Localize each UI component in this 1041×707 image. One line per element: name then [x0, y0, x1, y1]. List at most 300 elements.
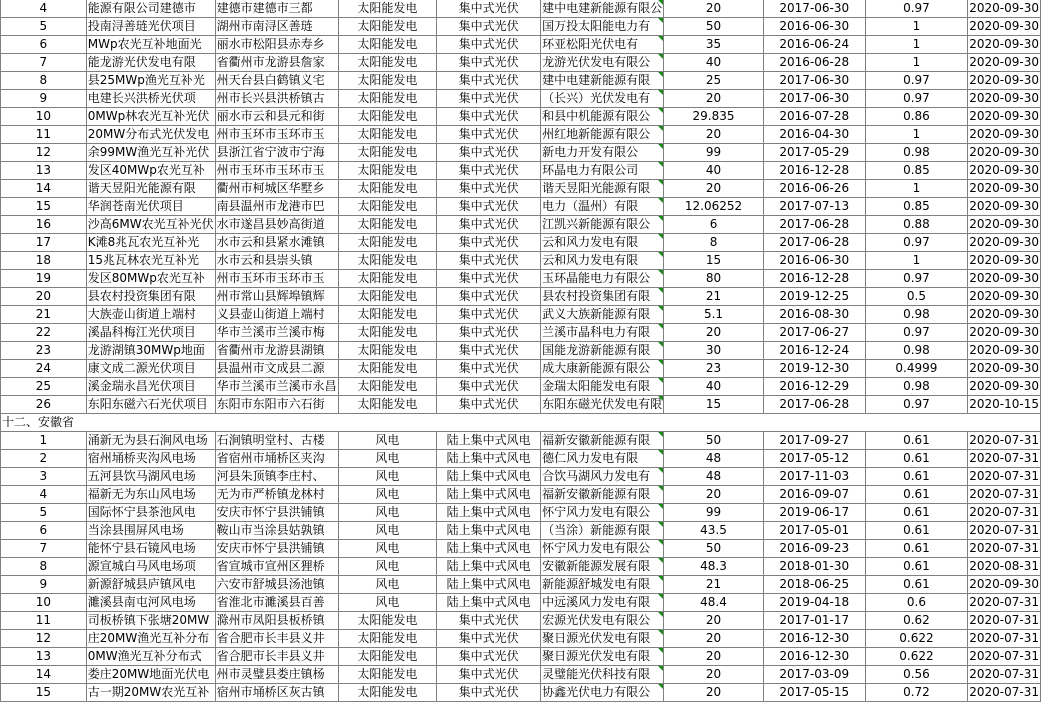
table-cell[interactable]: 集中式光伏	[437, 270, 541, 288]
table-cell[interactable]: 2018-01-30	[763, 558, 865, 576]
table-row[interactable]	[1, 612, 1041, 630]
table-cell[interactable]: 太阳能发电	[338, 216, 437, 234]
table-cell[interactable]: 集中式光伏	[437, 288, 541, 306]
table-cell[interactable]: 0.85	[865, 162, 968, 180]
table-cell[interactable]: 谐天昱阳光能源有限	[541, 180, 664, 198]
table-row[interactable]	[1, 486, 1041, 504]
table-cell[interactable]: 州市长兴县洪桥镇古	[215, 90, 338, 108]
table-cell[interactable]: 环亚松阳光伏电有	[541, 36, 664, 54]
table-cell[interactable]: 2020-09-30	[968, 144, 1041, 162]
table-cell[interactable]: 环晶电力有限公司	[541, 162, 664, 180]
table-cell[interactable]: 0.97	[865, 396, 968, 414]
table-cell[interactable]: 5	[1, 18, 87, 36]
table-cell[interactable]: 谐天昱阳光能源有限	[86, 180, 215, 198]
table-cell[interactable]: 10	[1, 108, 87, 126]
table-cell[interactable]: 康文成二源光伏项目	[86, 360, 215, 378]
table-row[interactable]	[1, 306, 1041, 324]
table-cell[interactable]: 安庆市怀宁县洪铺镇	[215, 504, 338, 522]
table-cell[interactable]: 发区40MWp农光互补	[86, 162, 215, 180]
table-cell[interactable]: 太阳能发电	[338, 612, 437, 630]
table-cell[interactable]: K滩8兆瓦农光互补光	[86, 234, 215, 252]
table-cell[interactable]: 35	[664, 36, 764, 54]
table-cell[interactable]: 太阳能发电	[338, 288, 437, 306]
table-cell[interactable]: 2016-06-26	[763, 180, 865, 198]
table-cell[interactable]: 余99MW渔光互补光伏	[86, 144, 215, 162]
table-cell[interactable]: 9	[1, 576, 87, 594]
table-cell[interactable]: 2020-09-30	[968, 576, 1041, 594]
table-cell[interactable]: 2020-07-31	[968, 666, 1041, 684]
table-cell[interactable]: 2017-11-03	[763, 468, 865, 486]
table-cell[interactable]: 29.835	[664, 108, 764, 126]
table-cell[interactable]: 2020-07-31	[968, 630, 1041, 648]
table-cell[interactable]: （长兴）光伏发电有	[541, 90, 664, 108]
table-cell[interactable]: 22	[1, 324, 87, 342]
table-cell[interactable]: 州市玉环市玉环市玉	[215, 126, 338, 144]
table-cell[interactable]: 太阳能发电	[338, 54, 437, 72]
table-row[interactable]	[1, 252, 1041, 270]
table-cell[interactable]: 6	[1, 36, 87, 54]
table-row[interactable]	[1, 504, 1041, 522]
table-cell[interactable]: 0.97	[865, 0, 968, 18]
table-cell[interactable]: 20	[664, 648, 764, 666]
table-cell[interactable]: 2020-08-31	[968, 558, 1041, 576]
table-cell[interactable]: 州市灵璧县娄庄镇杨	[215, 666, 338, 684]
table-cell[interactable]: 衢州市柯城区华墅乡	[215, 180, 338, 198]
table-cell[interactable]: 武义大族新能源有限	[541, 306, 664, 324]
table-cell[interactable]: 25	[1, 378, 87, 396]
table-cell[interactable]: 州天台县白鹤镇义宅	[215, 72, 338, 90]
table-cell[interactable]: 2017-07-13	[763, 198, 865, 216]
table-row[interactable]	[1, 54, 1041, 72]
table-cell[interactable]: 建中电建新能源有限公	[541, 0, 664, 18]
table-cell[interactable]: 水市云和县紧水滩镇	[215, 234, 338, 252]
table-cell[interactable]: 溪晶科梅江光伏项目	[86, 324, 215, 342]
table-cell[interactable]: 南县温州市龙港市巴	[215, 198, 338, 216]
table-cell[interactable]: 2020-07-31	[968, 486, 1041, 504]
table-cell[interactable]: 26	[1, 396, 87, 414]
table-row[interactable]	[1, 198, 1041, 216]
table-row[interactable]	[1, 270, 1041, 288]
table-cell[interactable]: 太阳能发电	[338, 234, 437, 252]
table-cell[interactable]: 1	[865, 18, 968, 36]
table-cell[interactable]: 风电	[338, 594, 437, 612]
table-cell[interactable]: 7	[1, 540, 87, 558]
table-row[interactable]	[1, 666, 1041, 684]
table-cell[interactable]: 安庆市怀宁县洪铺镇	[215, 540, 338, 558]
table-cell[interactable]: 20	[664, 0, 764, 18]
table-cell[interactable]: 20MW分布式光伏发电	[86, 126, 215, 144]
table-cell[interactable]: 娄庄20MW地面光伏电	[86, 666, 215, 684]
table-cell[interactable]: 50	[664, 540, 764, 558]
table-cell[interactable]: 8	[1, 72, 87, 90]
table-cell[interactable]: 风电	[338, 432, 437, 450]
table-cell[interactable]: 2020-07-31	[968, 450, 1041, 468]
table-row[interactable]	[1, 558, 1041, 576]
table-cell[interactable]: 2017-03-09	[763, 666, 865, 684]
table-cell[interactable]: 集中式光伏	[437, 54, 541, 72]
table-cell[interactable]: 0.61	[865, 468, 968, 486]
table-cell[interactable]: 8	[1, 558, 87, 576]
table-cell[interactable]: 古一期20MW农光互补	[86, 684, 215, 702]
table-cell[interactable]: 48	[664, 450, 764, 468]
table-cell[interactable]: 0.98	[865, 378, 968, 396]
table-cell[interactable]: 2016-09-07	[763, 486, 865, 504]
table-cell[interactable]: 太阳能发电	[338, 666, 437, 684]
table-cell[interactable]: 1	[865, 252, 968, 270]
table-cell[interactable]: 集中式光伏	[437, 342, 541, 360]
table-cell[interactable]: 2016-06-24	[763, 36, 865, 54]
table-cell[interactable]: 华市兰溪市兰溪市梅	[215, 324, 338, 342]
table-row[interactable]	[1, 288, 1041, 306]
table-cell[interactable]: 2020-07-31	[968, 504, 1041, 522]
table-cell[interactable]: 20	[664, 324, 764, 342]
table-cell[interactable]: 集中式光伏	[437, 396, 541, 414]
table-cell[interactable]: 40	[664, 378, 764, 396]
table-row[interactable]	[1, 450, 1041, 468]
table-cell[interactable]: 2019-06-17	[763, 504, 865, 522]
table-cell[interactable]: 兰溪市晶科电力有限	[541, 324, 664, 342]
table-row[interactable]	[1, 234, 1041, 252]
table-cell[interactable]: 电力（温州）有限	[541, 198, 664, 216]
table-cell[interactable]: 六安市舒城县汤池镇	[215, 576, 338, 594]
table-cell[interactable]: 太阳能发电	[338, 648, 437, 666]
table-row[interactable]	[1, 648, 1041, 666]
table-cell[interactable]: 太阳能发电	[338, 72, 437, 90]
table-cell[interactable]: 0.97	[865, 324, 968, 342]
table-cell[interactable]: 太阳能发电	[338, 0, 437, 18]
table-cell[interactable]: 国万投太阳能电力有	[541, 18, 664, 36]
table-cell[interactable]: 0.72	[865, 684, 968, 702]
table-cell[interactable]: 太阳能发电	[338, 684, 437, 702]
table-cell[interactable]: 2020-09-30	[968, 126, 1041, 144]
table-cell[interactable]: 2017-06-28	[763, 216, 865, 234]
table-cell[interactable]: 20	[664, 630, 764, 648]
table-row[interactable]	[1, 72, 1041, 90]
table-cell[interactable]: 怀宁风力发电有限公	[541, 540, 664, 558]
table-cell[interactable]: 怀宁风力发电有限公	[541, 504, 664, 522]
table-cell[interactable]: 2016-12-28	[763, 162, 865, 180]
table-cell[interactable]: 太阳能发电	[338, 144, 437, 162]
table-cell[interactable]: 宿州市埇桥区灰古镇	[215, 684, 338, 702]
table-cell[interactable]: 2017-01-17	[763, 612, 865, 630]
table-cell[interactable]: 5.1	[664, 306, 764, 324]
table-cell[interactable]: 集中式光伏	[437, 684, 541, 702]
table-cell[interactable]: 陆上集中式风电	[437, 522, 541, 540]
table-cell[interactable]: 陆上集中式风电	[437, 486, 541, 504]
table-cell[interactable]: 14	[1, 180, 87, 198]
table-cell[interactable]: 成大康新能源有限公	[541, 360, 664, 378]
table-cell[interactable]: 县浙江省宁波市宁海	[215, 144, 338, 162]
table-cell[interactable]: 集中式光伏	[437, 648, 541, 666]
table-cell[interactable]: 义县壶山街道上端村	[215, 306, 338, 324]
table-cell[interactable]: 太阳能发电	[338, 162, 437, 180]
table-cell[interactable]: 0.98	[865, 342, 968, 360]
table-cell[interactable]: 2020-09-30	[968, 72, 1041, 90]
table-row[interactable]	[1, 36, 1041, 54]
table-cell[interactable]: 太阳能发电	[338, 306, 437, 324]
table-cell[interactable]: 华市兰溪市兰溪市永昌	[215, 378, 338, 396]
table-cell[interactable]: 1	[865, 126, 968, 144]
table-cell[interactable]: 庄20MW渔光互补分布	[86, 630, 215, 648]
table-cell[interactable]: 2020-10-15	[968, 396, 1041, 414]
table-cell[interactable]: 3	[1, 468, 87, 486]
table-cell[interactable]: 云和风力发电有限	[541, 234, 664, 252]
table-cell[interactable]: 宏源光伏发电有限公	[541, 612, 664, 630]
table-cell[interactable]: 陆上集中式风电	[437, 432, 541, 450]
table-cell[interactable]: 河县朱顶镇李庄村、	[215, 468, 338, 486]
table-row[interactable]	[1, 360, 1041, 378]
table-cell[interactable]: 0.88	[865, 216, 968, 234]
table-cell[interactable]: 太阳能发电	[338, 126, 437, 144]
table-row[interactable]	[1, 0, 1041, 18]
table-cell[interactable]: 县25MWp渔光互补光	[86, 72, 215, 90]
table-cell[interactable]: 集中式光伏	[437, 666, 541, 684]
table-cell[interactable]: 陆上集中式风电	[437, 558, 541, 576]
table-cell[interactable]: 东阳市东阳市六石街	[215, 396, 338, 414]
table-cell[interactable]: 20	[664, 612, 764, 630]
table-cell[interactable]: 2017-06-30	[763, 72, 865, 90]
table-cell[interactable]: 宿州埇桥夹沟风电场	[86, 450, 215, 468]
table-cell[interactable]: 省衢州市龙游县詹家	[215, 54, 338, 72]
table-cell[interactable]: 4	[1, 486, 87, 504]
table-cell[interactable]: 福新无为东山风电场	[86, 486, 215, 504]
table-cell[interactable]: 沙高6MW农光互补光伏	[86, 216, 215, 234]
table-cell[interactable]: 20	[1, 288, 87, 306]
table-row[interactable]	[1, 144, 1041, 162]
table-cell[interactable]: 建中电建新能源有限	[541, 72, 664, 90]
table-cell[interactable]: 9	[1, 90, 87, 108]
table-cell[interactable]: 中远溪风力发电有限	[541, 594, 664, 612]
table-cell[interactable]: 水市云和县崇头镇	[215, 252, 338, 270]
table-row[interactable]	[1, 18, 1041, 36]
table-cell[interactable]: 新能源舒城发电有限	[541, 576, 664, 594]
table-cell[interactable]: 太阳能发电	[338, 630, 437, 648]
table-cell[interactable]: 安徽新能源发展有限	[541, 558, 664, 576]
table-cell[interactable]: 华润苍南光伏项目	[86, 198, 215, 216]
table-cell[interactable]: 2020-09-30	[968, 360, 1041, 378]
table-cell[interactable]: 2020-07-31	[968, 594, 1041, 612]
table-cell[interactable]: 2016-12-30	[763, 648, 865, 666]
table-cell[interactable]: 18	[1, 252, 87, 270]
table-cell[interactable]: 13	[1, 162, 87, 180]
table-cell[interactable]: 大族壶山街道上端村	[86, 306, 215, 324]
table-row[interactable]	[1, 162, 1041, 180]
table-cell[interactable]: 集中式光伏	[437, 234, 541, 252]
table-cell[interactable]: 21	[664, 288, 764, 306]
table-cell[interactable]: 2020-09-30	[968, 342, 1041, 360]
table-cell[interactable]: 集中式光伏	[437, 252, 541, 270]
table-cell[interactable]: 集中式光伏	[437, 90, 541, 108]
table-cell[interactable]: 集中式光伏	[437, 612, 541, 630]
table-cell[interactable]: 无为市严桥镇龙林村	[215, 486, 338, 504]
table-cell[interactable]: 2019-12-30	[763, 360, 865, 378]
table-cell[interactable]: 陆上集中式风电	[437, 450, 541, 468]
table-cell[interactable]: 云和风力发电有限	[541, 252, 664, 270]
table-cell[interactable]: 2020-09-30	[968, 378, 1041, 396]
table-row[interactable]	[1, 396, 1041, 414]
table-cell[interactable]: 0.62	[865, 612, 968, 630]
table-cell[interactable]: 州市玉环市玉环市玉	[215, 270, 338, 288]
table-cell[interactable]: 风电	[338, 558, 437, 576]
table-cell[interactable]: 龙游湖镇30MWp地面	[86, 342, 215, 360]
table-cell[interactable]: 集中式光伏	[437, 108, 541, 126]
table-cell[interactable]: 2017-09-27	[763, 432, 865, 450]
table-cell[interactable]: 0.97	[865, 234, 968, 252]
table-cell[interactable]: 17	[1, 234, 87, 252]
table-row[interactable]	[1, 540, 1041, 558]
table-cell[interactable]: 0.61	[865, 576, 968, 594]
table-cell[interactable]: 2017-06-30	[763, 0, 865, 18]
table-cell[interactable]: 2017-05-15	[763, 684, 865, 702]
table-cell[interactable]: 州市常山县辉埠镇辉	[215, 288, 338, 306]
table-cell[interactable]: 2020-09-30	[968, 324, 1041, 342]
table-cell[interactable]: 聚日源光伏发电有限	[541, 630, 664, 648]
table-cell[interactable]: 和县中机能源有限公	[541, 108, 664, 126]
table-cell[interactable]: 2020-09-30	[968, 180, 1041, 198]
table-cell[interactable]: 司板桥镇下张塘20MW	[86, 612, 215, 630]
table-cell[interactable]: 5	[1, 504, 87, 522]
table-cell[interactable]: 43.5	[664, 522, 764, 540]
table-cell[interactable]: 6	[1, 522, 87, 540]
table-cell[interactable]: 省宣城市宣州区狸桥	[215, 558, 338, 576]
table-cell[interactable]: 20	[664, 684, 764, 702]
table-cell[interactable]: 源宣城白马风电场项	[86, 558, 215, 576]
table-cell[interactable]: 电建长兴洪桥光伏项	[86, 90, 215, 108]
table-cell[interactable]: 8	[664, 234, 764, 252]
table-cell[interactable]: 集中式光伏	[437, 378, 541, 396]
table-cell[interactable]: 2016-06-28	[763, 54, 865, 72]
table-cell[interactable]: 2	[1, 450, 87, 468]
table-row[interactable]	[1, 522, 1041, 540]
table-cell[interactable]: 太阳能发电	[338, 396, 437, 414]
table-cell[interactable]: 0.61	[865, 486, 968, 504]
table-cell[interactable]: 0MWp林农光互补光伏	[86, 108, 215, 126]
table-cell[interactable]: 4	[1, 0, 87, 18]
table-cell[interactable]: 聚日源光伏发电有限	[541, 648, 664, 666]
table-cell[interactable]: 2020-09-30	[968, 0, 1041, 18]
table-cell[interactable]: 2020-07-31	[968, 522, 1041, 540]
section-label[interactable]: 十二、安徽省	[1, 414, 216, 432]
table-cell[interactable]: 福新安徽新能源有限	[541, 486, 664, 504]
table-cell[interactable]: 15	[1, 198, 87, 216]
table-cell[interactable]: 15	[664, 396, 764, 414]
table-cell[interactable]: 0.61	[865, 504, 968, 522]
table-cell[interactable]: 14	[1, 666, 87, 684]
table-cell[interactable]: 集中式光伏	[437, 72, 541, 90]
table-cell[interactable]: 州红地新能源有限公	[541, 126, 664, 144]
table-cell[interactable]: 48.3	[664, 558, 764, 576]
table-cell[interactable]: 风电	[338, 576, 437, 594]
table-cell[interactable]: 集中式光伏	[437, 180, 541, 198]
table-cell[interactable]: 湖州市南浔区善琏	[215, 18, 338, 36]
table-cell[interactable]: 集中式光伏	[437, 306, 541, 324]
table-cell[interactable]: 太阳能发电	[338, 18, 437, 36]
table-cell[interactable]: 40	[664, 54, 764, 72]
table-cell[interactable]: 新源舒城县庐镇风电	[86, 576, 215, 594]
table-cell[interactable]: 太阳能发电	[338, 342, 437, 360]
table-cell[interactable]: 2017-05-01	[763, 522, 865, 540]
table-cell[interactable]: 合饮马湖风力发电有	[541, 468, 664, 486]
table-cell[interactable]: 2019-04-18	[763, 594, 865, 612]
table-cell[interactable]: 陆上集中式风电	[437, 468, 541, 486]
table-cell[interactable]: 15	[1, 684, 87, 702]
table-cell[interactable]: （当涂）新能源有限	[541, 522, 664, 540]
table-cell[interactable]: 太阳能发电	[338, 360, 437, 378]
table-cell[interactable]: 太阳能发电	[338, 378, 437, 396]
table-cell[interactable]: 2020-09-30	[968, 36, 1041, 54]
table-row[interactable]	[1, 684, 1041, 702]
table-cell[interactable]: 2016-12-30	[763, 630, 865, 648]
table-row[interactable]	[1, 126, 1041, 144]
table-row[interactable]	[1, 216, 1041, 234]
table-cell[interactable]: 风电	[338, 486, 437, 504]
table-cell[interactable]: 25	[664, 72, 764, 90]
table-cell[interactable]: 福新安徽新能源有限	[541, 432, 664, 450]
table-cell[interactable]: 集中式光伏	[437, 630, 541, 648]
table-cell[interactable]: 德仁风力发电有限	[541, 450, 664, 468]
table-cell[interactable]: 13	[1, 648, 87, 666]
table-cell[interactable]: 2016-12-28	[763, 270, 865, 288]
table-cell[interactable]: 溪金瑞永昌光伏项目	[86, 378, 215, 396]
table-cell[interactable]: 能龙游光伏发电有限	[86, 54, 215, 72]
table-cell[interactable]: 玉环晶能电力有限公	[541, 270, 664, 288]
table-cell[interactable]: 2016-08-30	[763, 306, 865, 324]
table-cell[interactable]: 陆上集中式风电	[437, 540, 541, 558]
table-cell[interactable]: 2020-09-30	[968, 108, 1041, 126]
table-cell[interactable]: 15兆瓦林农光互补光	[86, 252, 215, 270]
table-cell[interactable]: 2017-06-27	[763, 324, 865, 342]
table-cell[interactable]: 2016-09-23	[763, 540, 865, 558]
table-cell[interactable]: 集中式光伏	[437, 0, 541, 18]
table-cell[interactable]: 1	[865, 36, 968, 54]
table-cell[interactable]: 20	[664, 666, 764, 684]
table-cell[interactable]: MWp农光互补地面光	[86, 36, 215, 54]
table-row[interactable]	[1, 342, 1041, 360]
table-cell[interactable]: 2016-12-24	[763, 342, 865, 360]
table-cell[interactable]: 2017-06-28	[763, 234, 865, 252]
table-cell[interactable]: 丽水市云和县元和街	[215, 108, 338, 126]
table-cell[interactable]: 州市玉环市玉环市玉	[215, 162, 338, 180]
table-cell[interactable]: 2016-06-30	[763, 18, 865, 36]
table-cell[interactable]: 50	[664, 18, 764, 36]
table-cell[interactable]: 当涂县围屏风电场	[86, 522, 215, 540]
table-cell[interactable]: 0MW渔光互补分布式	[86, 648, 215, 666]
table-cell[interactable]: 10	[1, 594, 87, 612]
table-cell[interactable]: 0.61	[865, 522, 968, 540]
table-cell[interactable]: 集中式光伏	[437, 126, 541, 144]
table-cell[interactable]: 太阳能发电	[338, 252, 437, 270]
table-cell[interactable]: 2017-06-30	[763, 90, 865, 108]
table-cell[interactable]: 集中式光伏	[437, 198, 541, 216]
table-cell[interactable]: 江凯兴新能源有限公	[541, 216, 664, 234]
table-cell[interactable]: 2020-09-30	[968, 90, 1041, 108]
table-cell[interactable]: 20	[664, 126, 764, 144]
table-cell[interactable]: 2020-07-31	[968, 684, 1041, 702]
table-cell[interactable]: 99	[664, 144, 764, 162]
table-cell[interactable]: 12	[1, 630, 87, 648]
table-cell[interactable]: 20	[664, 486, 764, 504]
table-cell[interactable]: 金瑞太阳能发电有限	[541, 378, 664, 396]
table-cell[interactable]: 16	[1, 216, 87, 234]
table-row[interactable]	[1, 630, 1041, 648]
table-cell[interactable]: 国际怀宁县茶池风电	[86, 504, 215, 522]
table-cell[interactable]: 灵璧能光伏科技有限	[541, 666, 664, 684]
table-row[interactable]	[1, 180, 1041, 198]
table-row[interactable]	[1, 90, 1041, 108]
table-cell[interactable]: 太阳能发电	[338, 270, 437, 288]
table-row[interactable]	[1, 576, 1041, 594]
table-cell[interactable]: 发区80MWp农光互补	[86, 270, 215, 288]
